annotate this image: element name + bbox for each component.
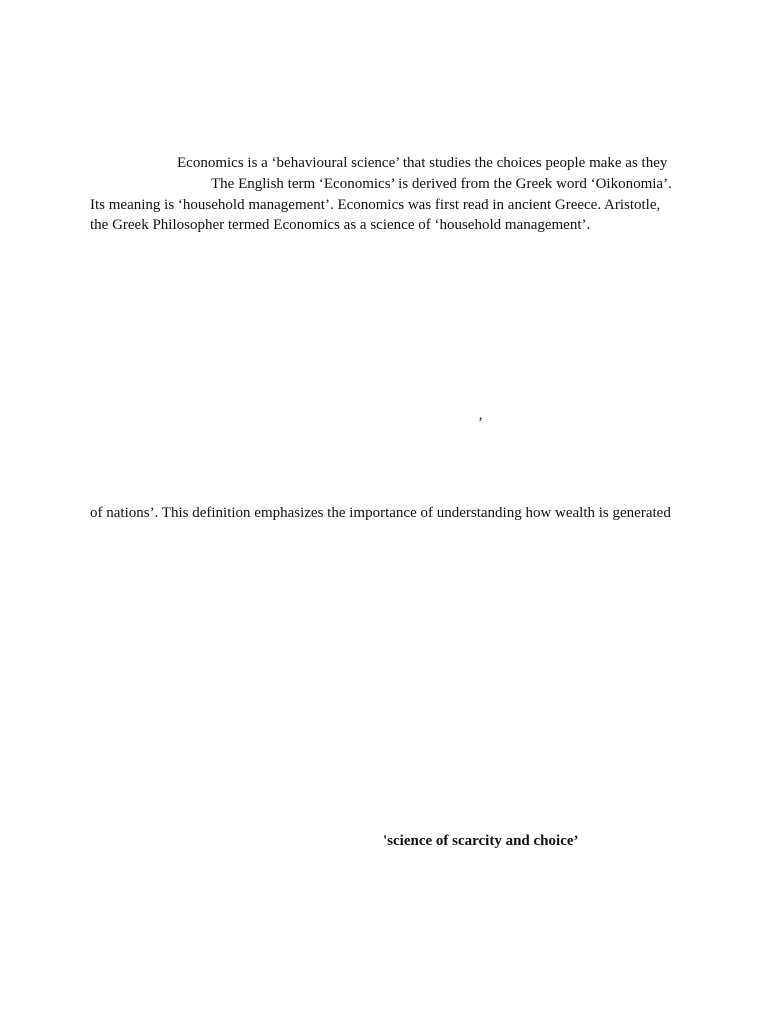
paragraph-line-3: Its meaning is ‘household management’. Economics was first read in ancient Greece. Aristotle, bbox=[90, 197, 661, 213]
paragraph-line-1: Economics is a ‘behavioural science’ that studies the choices people make as they bbox=[177, 155, 668, 171]
stray-apostrophe: ’ bbox=[478, 415, 483, 431]
paragraph-line-2: The English term ‘Economics’ is derived from the Greek word ‘Oikonomia’. bbox=[211, 176, 672, 192]
bold-phrase: 'science of scarcity and choice’ bbox=[383, 833, 579, 849]
paragraph-line-4: the Greek Philosopher termed Economics as a science of ‘household management’. bbox=[90, 217, 591, 233]
paragraph-line-5: of nations’. This definition emphasizes the importance of understanding how wealth is generated bbox=[90, 505, 671, 521]
